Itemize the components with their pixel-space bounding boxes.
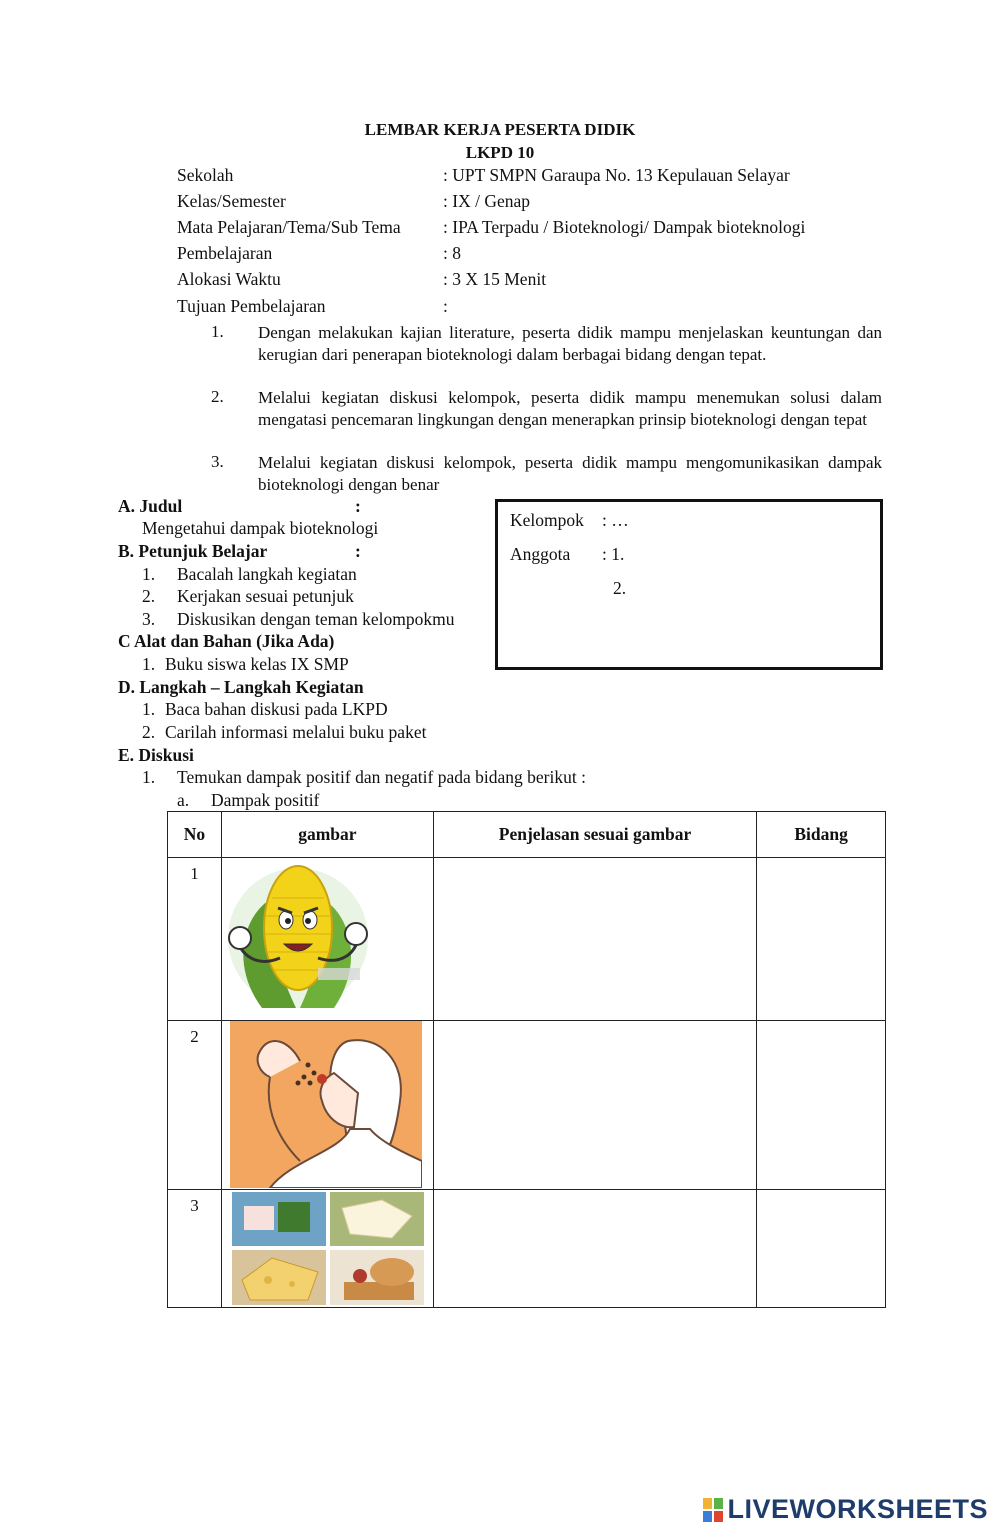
identity-value-objective: : [443,296,448,316]
field-cell[interactable] [757,1021,886,1190]
section-a-heading: A. Judul [118,496,183,516]
table-row [168,858,886,1021]
objective-number: 1. [211,322,224,341]
sub-question-letter: a. [177,790,190,810]
identity-label-lesson: Pembelajaran [177,243,273,263]
objective-number: 2. [211,387,224,406]
identity-value-school: : UPT SMPN Garaupa No. 13 Kepulauan Selayar [443,165,790,185]
corn-mascot-icon [222,858,372,1018]
row-image-cell [221,858,433,1021]
list-item-number: 1. [142,699,156,719]
fermented-foods-icon [232,1192,424,1305]
identity-value-time: : 3 X 15 Menit [443,269,547,289]
positive-impact-table [167,811,886,1308]
liveworksheets-logo-icon [703,1498,723,1522]
question-number: 1. [142,767,156,787]
list-item-number: 2. [142,586,156,606]
list-item-number: 1. [142,564,156,584]
table-header-row [168,812,886,858]
list-item: Bacalah langkah kegiatan [177,564,357,584]
row-number: 1 [168,858,222,1021]
list-item: Baca bahan diskusi pada LKPD [165,699,388,719]
list-item: Kerjakan sesuai petunjuk [177,586,354,606]
table-row [168,1190,886,1308]
identity-label-school: Sekolah [177,165,234,185]
row-image-cell [221,1021,433,1190]
explanation-cell[interactable] [433,1021,756,1190]
row-number: 2 [168,1021,222,1190]
liveworksheets-logo[interactable] [703,1494,988,1525]
section-c-heading: C Alat dan Bahan (Jika Ada) [118,631,335,651]
column-header-gambar: gambar [221,812,433,858]
objective-text: Melalui kegiatan diskusi kelompok, peserta didik mampu menemukan solusi dalam mengatasi pencemaran lingkungan dengan menerapkan prinsip bioteknologi dengan tepat [258,388,882,429]
field-cell[interactable] [757,1190,886,1308]
column-header-penjelasan: Penjelasan sesuai gambar [433,812,756,858]
question-text: Temukan dampak positif dan negatif pada bidang berikut : [177,767,586,787]
table-row [168,1021,886,1190]
objective-text: Melalui kegiatan diskusi kelompok, peserta didik mampu mengomunikasikan dampak bioteknologi dengan benar [258,453,882,494]
explanation-cell[interactable] [433,858,756,1021]
identity-label-time: Alokasi Waktu [177,269,281,289]
identity-label-objective: Tujuan Pembelajaran [177,296,326,316]
identity-value-lesson: : 8 [443,243,461,263]
list-item-number: 2. [142,722,156,742]
anggota-value-2[interactable]: 2. [613,578,627,598]
anggota-label: Anggota [510,544,571,564]
identity-value-subject: : IPA Terpadu / Bioteknologi/ Dampak bioteknologi [443,217,806,237]
field-cell[interactable] [757,858,886,1021]
anggota-value-1[interactable]: : 1. [602,544,625,564]
identity-label-class: Kelas/Semester [177,191,286,211]
objective-number: 3. [211,452,224,471]
row-number: 3 [168,1190,222,1308]
identity-label-subject: Mata Pelajaran/Tema/Sub Tema [177,217,401,237]
kelompok-value[interactable]: : … [602,510,629,530]
kelompok-label: Kelompok [510,510,584,530]
group-info-box [495,499,883,670]
sub-question-label: Dampak positif [211,790,320,810]
section-d-heading: D. Langkah – Langkah Kegiatan [118,677,364,697]
list-item: Carilah informasi melalui buku paket [165,722,427,742]
page-title: LEMBAR KERJA PESERTA DIDIK [364,120,636,139]
section-b-colon: : [355,541,361,561]
row-image-cell [221,1190,433,1308]
liveworksheets-logo-text: LIVEWORKSHEETS [727,1494,988,1524]
explanation-cell[interactable] [433,1190,756,1308]
objective-text: Dengan melakukan kajian literature, peserta didik mampu menjelaskan keuntungan dan kerugian dari penerapan bioteknologi dalam berbagai bidang dengan tepat. [258,323,882,364]
section-a-text: Mengetahui dampak bioteknologi [142,518,379,538]
column-header-bidang: Bidang [757,812,886,858]
list-item-number: 1. [142,654,156,674]
column-header-no: No [168,812,222,858]
woman-taking-pills-icon [230,1021,422,1188]
section-a-colon: : [355,496,361,516]
section-b-heading: B. Petunjuk Belajar [118,541,268,561]
section-e-heading: E. Diskusi [118,745,194,765]
list-item-number: 3. [142,609,156,629]
list-item: Diskusikan dengan teman kelompokmu [177,609,455,629]
page-subtitle: LKPD 10 [465,143,535,162]
identity-value-class: : IX / Genap [443,191,530,211]
list-item: Buku siswa kelas IX SMP [165,654,349,674]
